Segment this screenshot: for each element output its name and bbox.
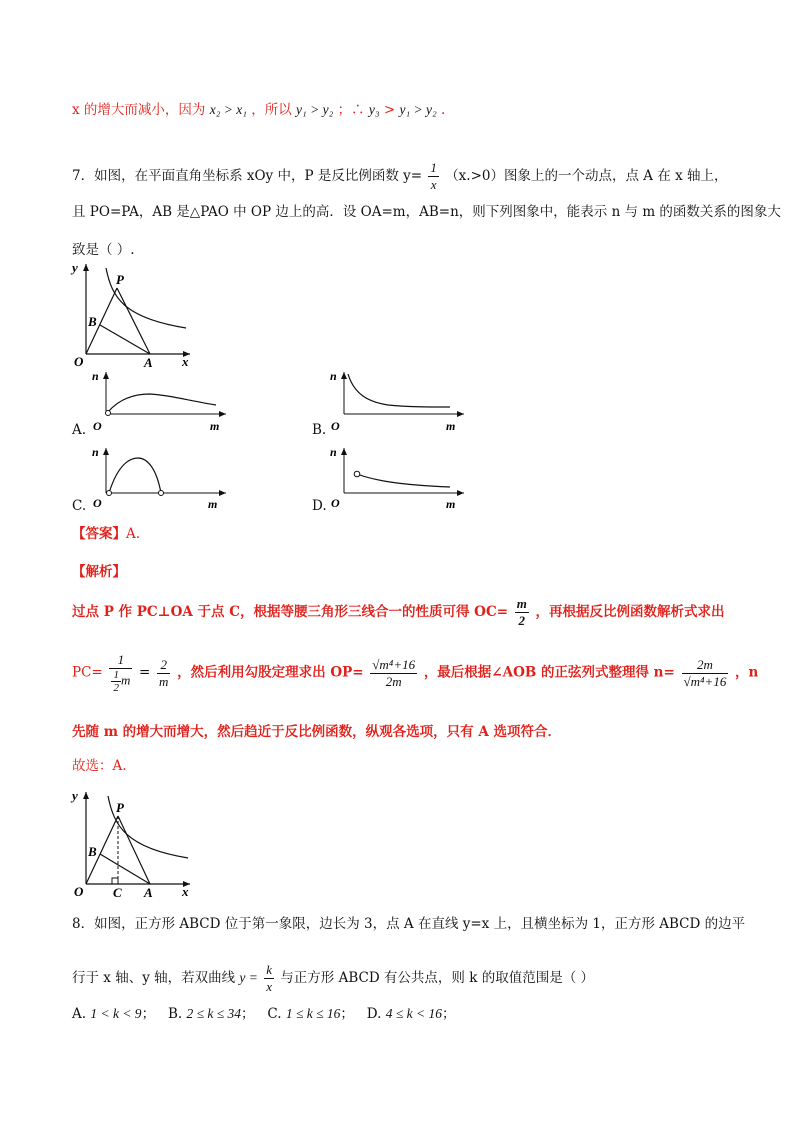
- q8-line-1: 8．如图，正方形 ABCD 位于第一象限，边长为 3，点 A 在直线 y=x 上，且横坐标为 1，正方形 ABCD 的边平: [72, 916, 746, 932]
- optB-label-m: m: [446, 419, 456, 433]
- q7-line-1: 7．如图，在平面直角坐标系 xOy 中，P 是反比例函数 y= $\frac{1}{x}$ （x.>0）图象上的一个动点，点 A 在 x 轴上，: [72, 160, 728, 192]
- optA-label-O: O: [93, 419, 102, 433]
- optB-label-n: n: [330, 369, 337, 383]
- q7-choose: 故选：A.: [72, 758, 127, 774]
- fig-label-x: x: [182, 354, 189, 368]
- q8-option-C[interactable]: C. 1 ≤ k ≤ 16；: [267, 1006, 354, 1022]
- analysis-frac-op: $\frac{\text{√m⁴+16}}{2m}$: [372, 656, 416, 689]
- optA-label-n: n: [92, 369, 99, 383]
- optA-label-m: m: [210, 419, 220, 433]
- q7-analysis-line-2: PC= 1 $\frac{1}{2}$ m = $\frac{2}{m}$ ，然后利用勾股定理求出 OP= $\frac{\text{√m⁴+16}}{2m}$ ，最后根据∠AOB 的正弦列式整理得 n= $\frac{2m}{\text{√m⁴+16}}$ ，n: [72, 652, 759, 694]
- fig2-label-A: A: [144, 885, 153, 898]
- q7-main-figure: [66, 258, 196, 368]
- fig2-label-O: O: [74, 884, 84, 898]
- analysis-frac-m-over-2: $\frac{m}{2}$: [516, 596, 527, 628]
- fig-label-B: B: [88, 314, 97, 329]
- q8-option-D[interactable]: D. 4 ≤ k < 16；: [366, 1006, 456, 1022]
- q7-analysis-tag: 【解析】: [72, 564, 126, 580]
- prev-conclusion-line: x 的增大而减小，因为 x₂ > x₁ ，所以 y₁ > y₂ ；∴ y₃ > y₁ > y₂ .: [72, 102, 446, 118]
- q7-analysis-line-3: 先随 m 的增大而增大，然后趋近于反比例函数，纵观各选项，只有 A 选项符合．: [72, 724, 562, 740]
- optD-label-m: m: [446, 497, 456, 511]
- q8-option-A[interactable]: A. 1 < k < 9；: [72, 1006, 156, 1022]
- q7-option-D-graph[interactable]: [328, 444, 468, 514]
- optD-label-n: n: [330, 445, 337, 459]
- analysis-frac-n: $\frac{2m}{\text{√m⁴+16}}$: [683, 656, 727, 689]
- q8-option-B[interactable]: B. 2 ≤ k ≤ 34；: [167, 1006, 255, 1022]
- fig2-label-B: B: [88, 844, 97, 859]
- q8-frac-k-over-x: $\frac{k}{x}$: [266, 962, 272, 994]
- fig2-label-C: C: [113, 885, 122, 898]
- q7-analysis-line-1: 过点 P 作 PC⊥OA 于点 C，根据等腰三角形三线合一的性质可得 OC= $\frac{m}{2}$ ，再根据反比例函数解析式求出: [72, 596, 725, 628]
- q7-option-C-letter[interactable]: C.: [72, 498, 87, 514]
- q8-options: [72, 1004, 455, 1024]
- fig2-label-P: P: [116, 800, 124, 815]
- q7-line-3: 致是（ ）.: [72, 242, 135, 258]
- fig2-label-x: x: [182, 884, 189, 898]
- optC-label-m: m: [208, 497, 218, 511]
- optC-label-n: n: [92, 445, 99, 459]
- q7-answer: 【答案】A.: [72, 526, 141, 542]
- analysis-frac-2-over-m: $\frac{2}{m}$: [159, 656, 169, 689]
- q7-option-A-letter[interactable]: A.: [72, 422, 87, 438]
- fig-label-P: P: [116, 272, 124, 287]
- optC-label-O: O: [93, 496, 102, 510]
- q7-option-B-graph[interactable]: [328, 368, 468, 438]
- fig-label-A: A: [144, 355, 153, 368]
- q7-option-A-graph[interactable]: [90, 368, 230, 438]
- q7-option-B-letter[interactable]: B.: [312, 422, 327, 438]
- q7-option-D-letter[interactable]: D.: [312, 498, 327, 514]
- q7-fraction-1-over-x: $\frac{1}{x}$: [430, 160, 437, 192]
- optB-label-O: O: [331, 419, 340, 433]
- fig-label-y: y: [72, 260, 78, 275]
- optD-label-O: O: [331, 496, 340, 510]
- analysis-frac-pc: 1 $\frac{1}{2}$ m: [109, 652, 132, 694]
- q8-line-2: 行于 x 轴、y 轴，若双曲线 y = $\frac{k}{x}$ 与正方形 ABCD 有公共点，则 k 的取值范围是（ ）: [72, 962, 594, 994]
- q7-option-C-graph[interactable]: [90, 444, 230, 514]
- fig2-label-y: y: [72, 788, 78, 803]
- q7-solution-figure: [66, 786, 196, 898]
- q7-line-2: 且 PO=PA，AB 是△PAO 中 OP 边上的高．设 OA=m，AB=n，则下列图象中，能表示 n 与 m 的函数关系的图象大: [72, 204, 781, 220]
- fig-label-O: O: [74, 354, 84, 368]
